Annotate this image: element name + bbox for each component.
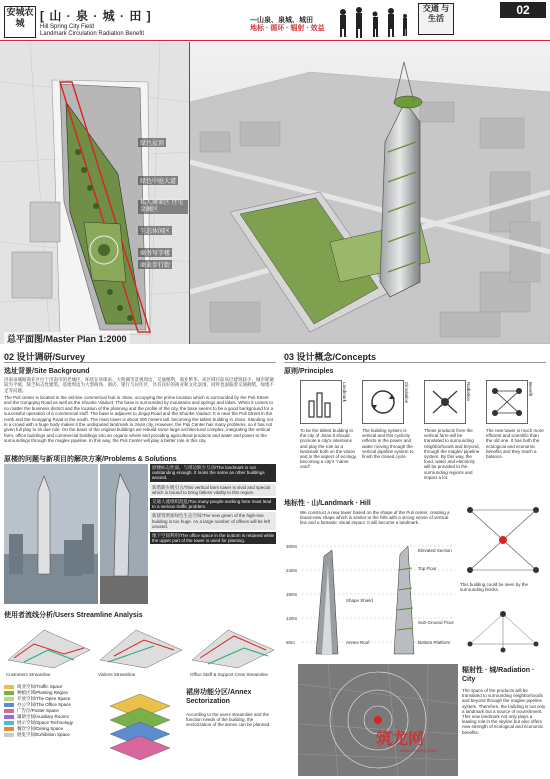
plan-label-office: 商务写字楼 — [138, 248, 172, 257]
legend-swatch — [4, 727, 14, 731]
streamline-caption-2: Visitors Streamline — [98, 672, 136, 677]
legend-item: 广告位/Poster Space — [4, 708, 94, 714]
plan-label-green-roof: 绿色屋顶 — [138, 138, 166, 147]
streamline-diagrams — [4, 620, 276, 670]
legend-item: 辅助空间/Auxiliary Rooms — [4, 714, 94, 720]
project-logo: 安城农城 — [4, 6, 36, 38]
benefit-network-icon — [487, 381, 527, 423]
legend-swatch — [4, 703, 14, 707]
legend-swatch — [4, 691, 14, 695]
watermark-url: www.zhulong.com — [400, 748, 437, 753]
network-caption: This building could be seen by the surrounding blocks. — [460, 582, 529, 593]
principle-label: Benefit — [528, 382, 533, 397]
legend-item: 办公空间/The Office Space — [4, 702, 94, 708]
network-diagram — [460, 500, 546, 580]
annex-axonometric — [100, 686, 180, 766]
landmark-bars-icon — [301, 381, 341, 423]
radiation-map — [298, 664, 458, 776]
legend-item: 展示空间/Space Technology — [4, 720, 94, 726]
problem-item: 地下空间利用/The office space in the bottom is retained while the upper part of the tower is used for planting. — [150, 532, 276, 544]
header-divider — [0, 40, 550, 41]
circulation-cycle-icon — [363, 381, 403, 423]
poster-title: [ 山 · 泉 · 城 · 田 ] — [40, 9, 152, 23]
principle-label: Landmark — [342, 382, 347, 403]
page-number: 02 — [500, 2, 546, 18]
plan-label-green-avenue: 绿色中庭大道 — [138, 176, 178, 185]
theme-badge: 交通 与生活 — [418, 3, 454, 35]
problems-list — [150, 464, 276, 544]
legend-item: 展览空间/Exhibition Space — [4, 732, 94, 738]
header-right-line-1: —山泉、泉城、城田 — [250, 17, 313, 24]
principle-landmark-card — [300, 380, 342, 424]
principle-radiation-card — [424, 380, 466, 424]
network-diagram-secondary — [460, 604, 546, 654]
header-right-line-2: 地标 · 循环 · 辐射 · 效益 — [250, 25, 325, 32]
legend-swatch — [4, 715, 14, 719]
annex-text: According to the users streamline and the function needs of the building, the sectorization of the annex can be planned. — [186, 712, 271, 728]
divider-red — [189, 42, 190, 344]
height-label: Bottom Platform — [418, 640, 451, 645]
annex-title: 裙房功能分区/Annex Sectorization — [186, 689, 252, 705]
legend-item: 种植区域/Planting Region — [4, 690, 94, 696]
old-tower-photo — [100, 464, 148, 604]
principle-circulation-card — [362, 380, 404, 424]
streamline-caption-1: Customers Streamline — [6, 672, 51, 677]
height-label: Annex Roof — [346, 640, 370, 645]
height-mark: 240m — [286, 568, 298, 573]
height-mark: 120m — [286, 616, 298, 621]
site-background-en: The Puli center is located in the old-line commercial hub in Jinan, occupying the prime location which is surrounded by the Puli Street and the Gongqing Road as well as the Shunke Viaduct. The base is surrounded by mountains and springs and lakes. When it comes to no matter the business district and the location of the planning and the profile of the city, the base seems to be a good background for a successful operation of a commercial stuff. The base is adjacent to Jingqi Road and the Shunke Viaduct. It is near the Puli Street in the north and the Gongqing Road in the south. The main tower is about 300 meters tall, becoming the tallest building in Jinan. Standing not in a crowd with a huge body makes it the undisputed landmark in Jinan city. However, the Puli Center has many problems, so it has not given full play to its due role. On the basis of the original buildings we rebuild some large architectural complex, integrating the vertical farm, office buildings and commercial buildings into an organic whole and providing agricultural products and water and power to the surroundings through the maglev pipeline. In this way, the Puli Center will play a better role in this city. — [4, 395, 274, 444]
survey-heading: 02 设计调研/Survey — [4, 352, 86, 362]
height-mark: 180m — [286, 592, 298, 597]
height-label: Top Floor — [418, 566, 437, 571]
problem-item: 交通人流组织混乱/Too many people working here must lead to a serious traffic problem. — [150, 498, 276, 510]
principles-title: 原则/Principles — [284, 368, 334, 375]
hero-panel — [0, 42, 550, 344]
legend-item: 商业空间/Traffic Space — [4, 684, 94, 690]
height-label: Elevated Section — [418, 548, 452, 553]
principle-text-benefit: The new tower is much more efficient and scientific than the old one. It has both the ecological and economic benefits and they reach a balance. — [486, 428, 544, 460]
problem-item: 新建筑增加绿色生态空间/The new green of the high-rise building is too huge. As a large number of offices will be left unused. — [150, 512, 276, 530]
radiation-text: The space of the products will be translated to surrounding neighborhoods and beyond through the maglev pipeline system. Therefore, the building is not only a landmark but a source of nourishment. This new landmark not only plays a leading role in the skyline but also offers new strength of ecological and economic benefits. — [462, 688, 546, 735]
plan-label-street: 商业步行街 — [138, 260, 172, 269]
concepts-rule — [284, 362, 546, 363]
site-background-cn: 济南泉城路商业区位于济南市的老城区，环绕在珍珠泉、大明湖等景观周边，交通便利，商业繁华。该区域目前高层建筑较少，城市轮廓较为平缓，缺乏标志性建筑。基地周边为大型商场、酒店、银行与居住区，具有良好的商业和文化氛围，同时也面临着交通拥堵、绿地不足等问题。 — [4, 377, 274, 393]
principle-benefit-card — [486, 380, 528, 424]
streamline-caption-3: Office Staff & Support Crew Streamline — [190, 672, 268, 677]
concepts-heading: 03 设计概念/Concepts — [284, 352, 377, 362]
principle-label: Circulation — [404, 382, 409, 404]
radiation-title: 辐射性 · 城/Radiation · City — [462, 667, 535, 683]
problems-title: 原楼的问题与新项目的解决方案/Problems & Solutions — [4, 456, 177, 463]
survey-rule — [4, 362, 276, 363]
height-label: Shape Shield — [346, 598, 373, 603]
subtitle-line-1: Hill Spring City Field — [40, 24, 95, 30]
legend-swatch — [4, 709, 14, 713]
streamline-title: 使用者流线分析/Users Streamline Analysis — [4, 612, 143, 619]
aerial-render — [190, 42, 550, 344]
height-mark: 60m — [286, 640, 295, 645]
master-plan-drawing — [0, 42, 190, 344]
master-plan-title: 总平面图/Master Plan 1:2000 — [4, 332, 130, 344]
legend-item: 开放空间/The Open Space — [4, 696, 94, 702]
principle-label: Radiation — [466, 382, 471, 402]
radiation-arrows-icon — [425, 381, 465, 423]
city-photo — [4, 464, 98, 604]
site-background-title: 选址背景/Site Background — [4, 368, 90, 375]
principle-text-radiation: These products from the vertical farm will be translated to surrounding neighborhoods and beyond, through the maglev pipeline system. By this way, the food, water and electricity will be provided to the surrounding regions and impact a lot. — [424, 428, 480, 480]
header-right-text — [250, 17, 325, 33]
legend-item: 餐饮空间/Dining Space — [4, 726, 94, 732]
height-mark: 300m — [286, 544, 298, 549]
poster-subtitle — [40, 24, 144, 38]
plan-label-eco: 生态休闲区 — [138, 226, 172, 235]
legend-swatch — [4, 697, 14, 701]
landmark-text: We construct a new tower based on the shape of the Puli center, creating a brand-new shape which is similar to the hills with a strong sense of vertical line and a fantastic visual impact. It will become a landmark. — [300, 510, 450, 526]
legend-swatch — [4, 721, 14, 725]
legend-swatch — [4, 733, 14, 737]
problem-item: 原楼标志性弱，与周边缺少互动/The landmark is not outstanding enough. It looks the same as other buildings around. — [150, 464, 276, 482]
legend-swatch — [4, 685, 14, 689]
principle-text-circulation: The building system is vertical and this cyclicity reflects in the power and water moving through the vertical pipeline system to finish the closed cycle. — [362, 428, 414, 460]
plan-label-commercial: 私人商业区 住宅金融区 — [138, 200, 188, 214]
silhouette-people-icon — [335, 4, 413, 38]
function-legend — [4, 684, 94, 738]
principle-text-landmark: To be the tallest building in the city of Jinan.It should promote a city's intentions and play the role as a landmark both on the vision and in the aspect of ecology, becoming a city's "name card". — [300, 428, 357, 470]
watermark-logo: 筑龙网 — [376, 731, 425, 748]
problem-item: 新塔缺少吸引力/This vertical farm tower is vivid and special which is bound to bring fatless vitality to this region. — [150, 484, 276, 496]
header — [0, 0, 550, 40]
landmark-title: 地标性 · 山/Landmark · Hill — [284, 500, 371, 507]
height-label: Sub-Ground Floor — [418, 620, 455, 625]
subtitle-line-2: Landmark Circulation Radiation Benefit — [40, 31, 145, 37]
